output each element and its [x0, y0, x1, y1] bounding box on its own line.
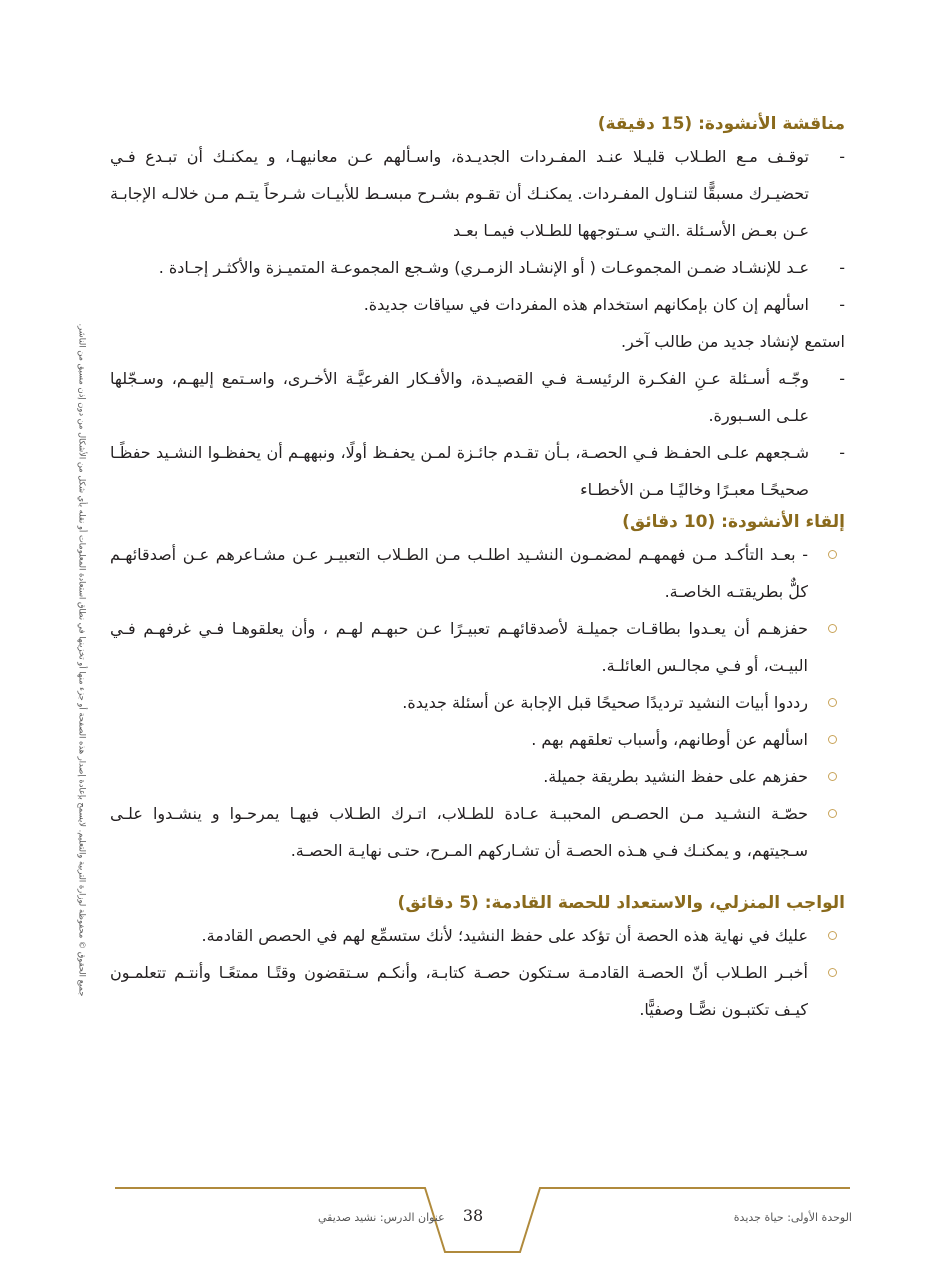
discussion-item-text: اسألهم إن كان بإمكانهم استخدام هذه المفردات في سياقات جديدة.: [363, 295, 809, 314]
circle-bullet-icon: [828, 735, 837, 744]
circle-bullet-icon: [828, 698, 837, 707]
page-content: [110, 110, 845, 1028]
circle-bullet-icon: [828, 550, 837, 559]
page-number: 38: [462, 1206, 484, 1225]
recitation-list: [110, 536, 845, 869]
list-item: - بعـد التأكـد مـن فهمهـم لمضمـون النشـيد اطلـب مـن الطـلاب التعبيـر عـن مشـاعرهم عـن أصدقائهـم كلٌّ بطريقتـه الخاصـة.: [110, 536, 845, 610]
circle-bullet-icon: [828, 968, 837, 977]
discussion-item-text: شـجعهم علـى الحفـظ فـي الحصـة، بـأن تقـدم جائـزة لمـن يحفـظ أولًا، ونبههـم أن يحفظـوا النشـيد حفظًـا صحيحًـا معبـرًا وخاليًـا مـن الأخطـاء: [110, 443, 809, 499]
lesson-title: عنوان الدرس: نشيد صديقي: [318, 1211, 445, 1224]
discussion-item-text: وجّـه أسـئلة عـنِ الفكـرة الرئيسـة فـي القصيـدة، والأفـكار الفرعيَّـة الأخـرى، واسـتمع إليهـم، وسـجّلها علـى السـبورة.: [110, 369, 809, 425]
list-item: أخبـر الطـلاب أنّ الحصـة القادمـة سـتكون حصـة كتابـة، وأنكـم سـتقضون وقتًـا ممتعًـا وأنتـم تتعلمـون كيـف تكتبـون نصًّـا وصفيًّا.: [110, 954, 845, 1028]
list-item: حفزهـم أن يعـدوا بطاقـات جميلـة لأصدقائهـم تعبيـرًا عـن حبهـم لهـم ، وأن يعلقوهـا فـي غرفهـم فـي البيـت، أو فـي مجالـس العائلـة.: [110, 610, 845, 684]
circle-bullet-icon: [828, 772, 837, 781]
discussion-item: [110, 249, 845, 286]
list-item: رددوا أبيات النشيد ترديدًا صحيحًا قبل الإجابة عن أسئلة جديدة.: [110, 684, 845, 721]
circle-bullet-icon: [828, 624, 837, 633]
circle-bullet-icon: [828, 931, 837, 940]
dash-marker: -: [839, 258, 845, 277]
dash-marker: -: [839, 443, 845, 462]
discussion-item: [110, 360, 845, 434]
list-item: عليك في نهاية هذه الحصة أن تؤكد على حفظ النشيد؛ لأنك ستسمِّع لهم في الحصص القادمة.: [110, 917, 845, 954]
section-heading-discussion: مناقشة الأنشودة: (15 دقيقة): [597, 114, 845, 134]
list-item: اسألهم عن أوطانهم، وأسباب تعلقهم بهم .: [110, 721, 845, 758]
section-heading-recitation: إلقاء الأنشودة: (10 دقائق): [622, 512, 845, 532]
dash-marker: -: [839, 147, 845, 166]
dash-marker: -: [839, 295, 845, 314]
discussion-plain-line: استمع لإنشاد جديد من طالب آخر.: [620, 332, 845, 351]
circle-bullet-icon: [828, 809, 837, 818]
discussion-item: [110, 434, 845, 508]
dash-marker: -: [839, 369, 845, 388]
page-footer: [0, 1180, 945, 1260]
list-item: حصّـة النشـيد مـن الحصـص المحببـة عـادة للطـلاب، اتـرك الطـلاب فيهـا يمرحـوا و ينشـدوا علـى سـجيتهم، و يمكنـك فـي هـذه الحصـة أن تشـاركهم المـرح، حتـى نهايـة الحصـة.: [110, 795, 845, 869]
discussion-item-text: توقـف مـع الطـلاب قليـلا عنـد المفـردات الجديـدة، واسـألهم عـن معانيهـا، و يمكنـك أن تبـدع فـي تحضيـرك مسبقًّا لتنـاول المفـردات. يمكنـك أن تقـوم بشـرح مبسـط للأبيـات شـرحاً يتـم مـن خلالـه الإجابـة عـن بعـض الأسـئلة .التـي سـتوجهها للطـلاب فيمـا بعـد: [110, 147, 809, 240]
list-item: حفزهم على حفظ النشيد بطريقة جميلة.: [110, 758, 845, 795]
discussion-item: [110, 138, 845, 249]
section-heading-homework: الواجب المنزلي، والاستعداد للحصة القادمة: (5 دقائق): [397, 893, 845, 913]
copyright-side-note: [71, 300, 93, 1020]
spacer: [110, 869, 845, 889]
unit-title: الوحدة الأولى: حياة جديدة: [733, 1211, 852, 1224]
copyright-text: جميع الحقوق © محفوظة لوزارة التربية والتعليم. لايسمح بإعادة إصدار هذه الصفحة أو جزء منها أو تخزينها في نطاق استعادة المعلومات أو نقله بأي شكل من الأشكال من دون إذن مسبق من الناشر.: [77, 323, 88, 997]
homework-list: [110, 917, 845, 1028]
discussion-item-text: عـد للإنشـاد ضمـن المجموعـات ( أو الإنشـاد الزمـري) وشـجع المجموعـة المتميـزة والأكثـر إجـادة .: [158, 258, 809, 277]
discussion-item: [110, 286, 845, 323]
